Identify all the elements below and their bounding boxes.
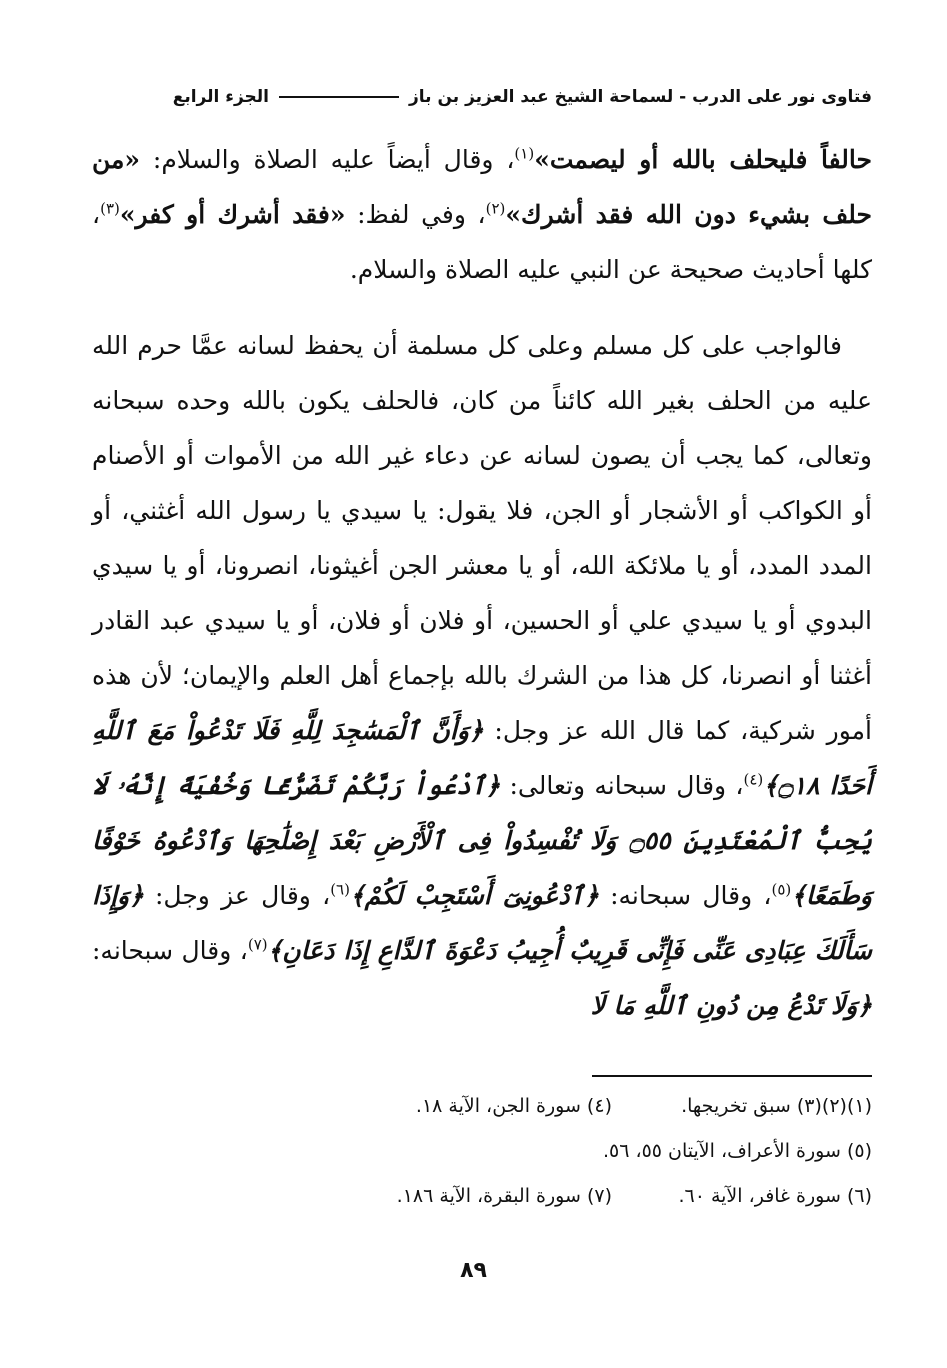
body-text-run: ، وقال سبحانه:: [92, 936, 248, 965]
page-number: ٨٩: [460, 1258, 487, 1283]
main-text: [92, 132, 872, 1033]
footnote-ref: (١): [514, 144, 535, 163]
footnote-ref: (٤): [743, 770, 764, 789]
footnote-1-3: (١)(٢)(٣) سبق تخريجها.: [681, 1094, 872, 1117]
body-text-run: ، وقال عز وجل:: [155, 881, 331, 910]
quran-verse: ﴿وَأَنَّ ٱلْمَسَٰجِدَ لِلَّهِ فَلَا تَدْعُواْ مَعَ ٱللَّهِ أَحَدًا ۝١٨﴾: [92, 716, 872, 800]
footnote-5: (٥) سورة الأعراف، الآيتان ٥٥، ٥٦.: [602, 1139, 872, 1162]
quran-verse: ﴿ٱدْعُونِىٓ أَسْتَجِبْ لَكُمْ﴾: [349, 881, 599, 910]
footnote-row: [92, 1173, 872, 1218]
footnote-ref: (٢): [485, 199, 506, 218]
footnote-separator: [592, 1075, 872, 1077]
quran-verse: ﴿وَلَا تَدْعُ مِن دُونِ ٱللَّهِ مَا لَا: [590, 991, 872, 1020]
footnote-ref: (٧): [247, 935, 268, 954]
footnote-ref: (٦): [330, 880, 350, 899]
body-text-run: ، كلها أحاديث صحيحة عن النبي عليه الصلاة والسلام.: [92, 200, 872, 284]
body-text-run: فالواجب على كل مسلم وعلى كل مسلمة أن يحفظ لسانه عمَّا حرم الله عليه من الحلف بغير الله كائناً من كان، فالحلف يكون بالله وحده سبحانه وتعالى، كما يجب أن يصون لسانه عن دعاء غير الله من الأموات أو الأصنام أو الكواكب أو الأشجار أو الجن، فلا يقول: يا سيدي يا رسول الله أغثني، أو المدد المدد، أو يا ملائكة الله، أو يا معشر الجن أغيثونا، انصرونا، أو يا سيدي البدوي أو يا سيدي علي أو الحسين، أو فلان أو فلان، أو يا سيدي عبد القادر أغثنا أو انصرنا، كل هذا من الشرك بالله بإجماع أهل العلم والإيمان؛ لأن هذه أمور شركية، كما قال الله عز وجل:: [92, 331, 872, 745]
footnote-7: (٧) سورة البقرة، الآية ١٨٦.: [396, 1184, 612, 1207]
body-text-run: ، وقال سبحانه وتعالى:: [509, 771, 744, 800]
quran-verse: ﴿ٱدْعُواْ رَبَّكُمْ تَضَرُّعًا وَخُفْيَةً إِنَّهُۥ لَا يُحِبُّ ٱلْمُعْتَدِينَ ۝٥٥ وَلَا تُفْسِدُواْ فِى ٱلْأَرْضِ بَعْدَ إِصْلَٰحِهَا وَٱدْعُوهُ خَوْفًا وَطَمَعًا﴾: [92, 771, 872, 910]
footnotes: [92, 1083, 872, 1218]
hadith-quote: حالفاً فليحلف بالله أو ليصمت»: [534, 145, 872, 174]
hadith-quote: «من حلف بشيء دون الله فقد أشرك»: [92, 145, 872, 229]
footnote-4: (٤) سورة الجن، الآية ١٨.: [415, 1094, 612, 1117]
footnote-6: (٦) سورة غافر، الآية ٦٠.: [678, 1184, 872, 1207]
paragraph-2: [92, 318, 872, 1033]
running-header: [92, 82, 872, 112]
footnote-ref: (٣): [100, 199, 120, 218]
body-text-run: ، وقال أيضاً عليه الصلاة والسلام:: [152, 145, 515, 174]
hadith-quote: «فقد أشرك أو كفر»: [119, 200, 346, 229]
footnote-row: [92, 1128, 872, 1173]
paragraph-1: [92, 132, 872, 297]
body-text-run: ، وفي لفظ:: [357, 200, 486, 229]
footnote-ref: (٥): [771, 880, 792, 899]
footnote-row: [92, 1083, 872, 1128]
book-title: فتاوى نور على الدرب - لسماحة الشيخ عبد العزيز بن باز: [409, 87, 872, 107]
header-rule: [279, 96, 399, 98]
volume-label: الجزء الرابع: [172, 87, 269, 107]
quran-verse: ﴿وَإِذَا سَأَلَكَ عِبَادِى عَنِّى فَإِنِّى قَرِيبٌ أُجِيبُ دَعْوَةَ ٱلدَّاعِ إِذَا دَعَانِ﴾: [92, 881, 872, 965]
body-text-run: ، وقال سبحانه:: [610, 881, 772, 910]
